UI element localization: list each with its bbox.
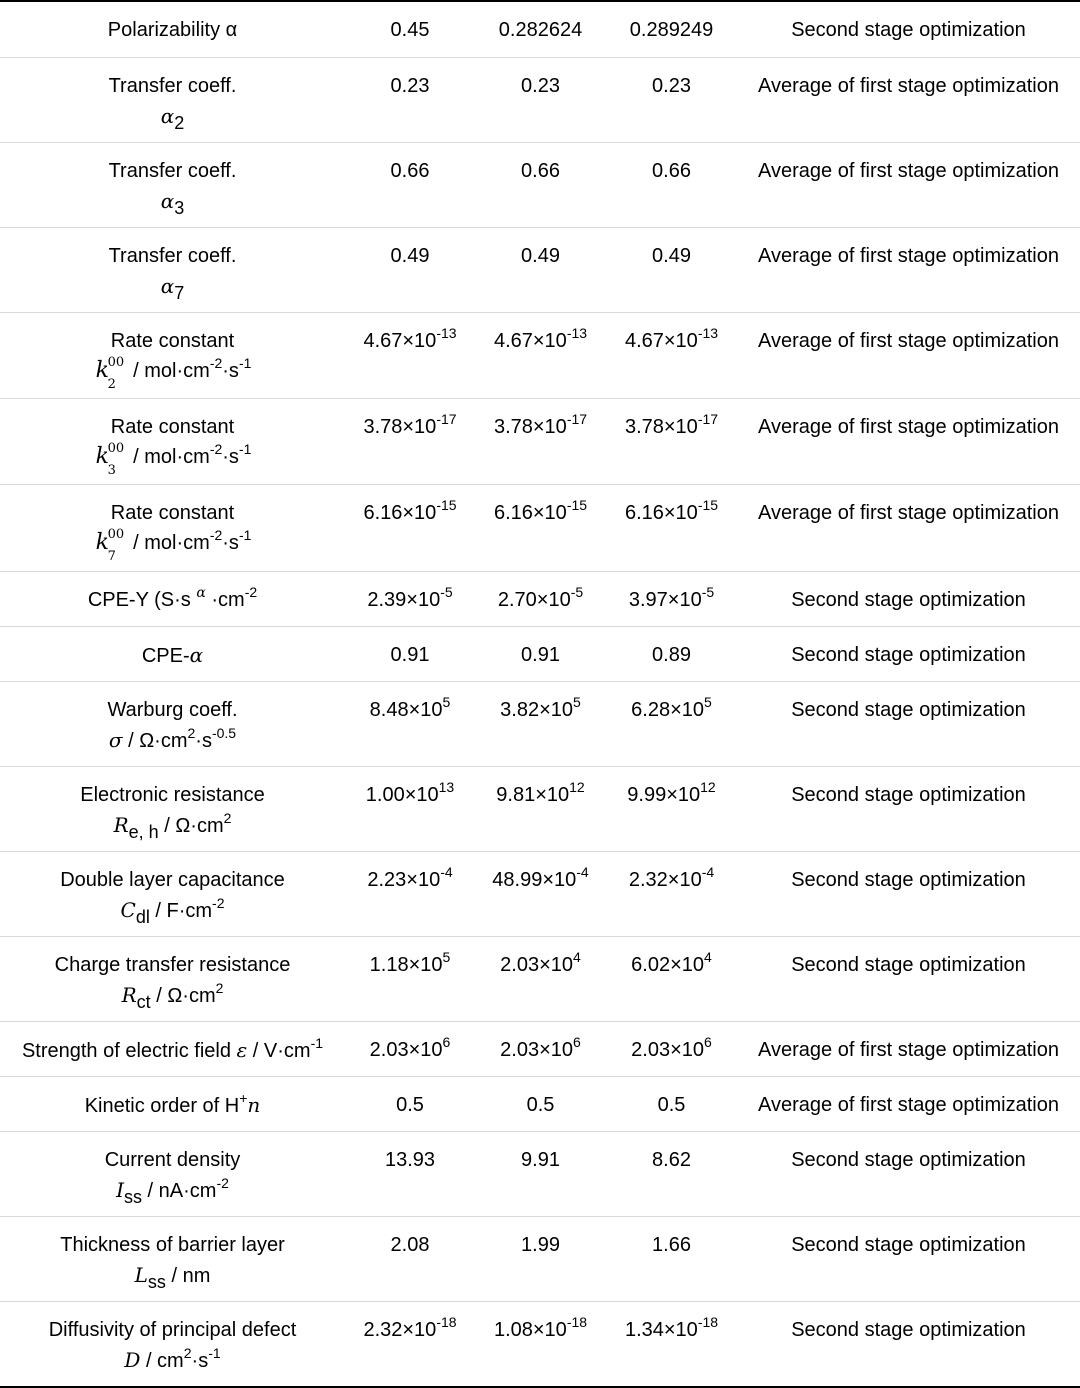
source-cell: Second stage optimization xyxy=(791,19,1026,41)
value-cell: $2.03\times 10^6$ xyxy=(369,1034,451,1061)
value-cell: 0.23 xyxy=(390,75,430,97)
source-cell: Second stage optimization xyxy=(791,1149,1026,1171)
parameter-label: Transfer coeff. xyxy=(108,245,237,267)
source-cell: Average of first stage optimization xyxy=(758,75,1059,97)
parameter-label: Rate constant xyxy=(110,416,235,438)
value-cell: $3.97\times 10^{-5}$ xyxy=(628,584,715,611)
value-cell: $9.81\times 10^{12}$ xyxy=(496,779,585,806)
parameter-label: CPE-α xyxy=(141,643,204,667)
value-cell: $1.00\times 10^{13}$ xyxy=(365,779,455,806)
value-cell: 0.49 xyxy=(652,245,691,267)
parameter-label: Electronic resistance xyxy=(80,784,265,806)
value-cell: $6.16\times 10^{-15}$ xyxy=(493,497,588,524)
parameter-name xyxy=(0,1077,345,1131)
value-cell: $4.67\times 10^{-13}$ xyxy=(363,325,457,352)
value-cell: 0.45 xyxy=(390,19,430,41)
table-row xyxy=(0,2,1080,58)
parameter-label: Transfer coeff. xyxy=(108,160,237,182)
value-cell: $2.03\times 10^6$ xyxy=(631,1034,712,1061)
source-cell: Average of first stage optimization xyxy=(758,330,1059,352)
value-cell: $6.16\times 10^{-15}$ xyxy=(363,497,457,524)
value-cell: $2.03\times 10^4$ xyxy=(500,949,581,976)
parameter-name: Charge transfer resistance $R_{ct} / \Omega\cdot cm^2$ xyxy=(0,937,345,1021)
parameter-name: Electronic resistance $R_{e, h} / \Omega\cdot cm^2$ xyxy=(0,767,345,851)
value-cell: $1.34\times 10^{-18}$ xyxy=(624,1314,719,1341)
table-row xyxy=(0,485,1080,572)
parameter-symbol: α xyxy=(160,104,175,128)
source-cell: Second stage optimization xyxy=(791,644,1026,666)
parameter-symbol: α xyxy=(160,274,175,298)
value-cell: $2.32\times 10^{-4}$ xyxy=(628,864,715,891)
parameter-name xyxy=(0,228,345,312)
value-cell: $2.32\times 10^{-18}$ xyxy=(363,1314,457,1341)
table-row xyxy=(0,1302,1080,1386)
table-row xyxy=(0,58,1080,143)
source-cell: Average of first stage optimization xyxy=(758,416,1059,438)
value-cell: 0.66 xyxy=(390,160,430,182)
value-cell: 0.49 xyxy=(521,245,560,267)
parameter-label: Charge transfer resistance xyxy=(54,954,291,976)
parameter-label: Kinetic order of H+n xyxy=(84,1090,261,1117)
parameter-name xyxy=(0,627,345,681)
value-cell: $6.16\times 10^{-15}$ xyxy=(624,497,719,524)
source-cell: Second stage optimization xyxy=(791,1234,1026,1256)
table-row xyxy=(0,1132,1080,1217)
value-cell: 0.49 xyxy=(390,245,430,267)
source-cell: Second stage optimization xyxy=(791,869,1026,891)
rate-constant-symbol: k 00 2 xyxy=(95,355,125,392)
source-cell: Second stage optimization xyxy=(791,699,1026,721)
parameter-label: Rate constant xyxy=(110,330,235,352)
symbol-subscript: 3 xyxy=(174,198,185,218)
parameter-name xyxy=(0,58,345,142)
parameter-label: Current density xyxy=(104,1149,241,1171)
value-cell: 1.66 xyxy=(652,1234,691,1256)
value-cell: $3.82\times 10^5$ xyxy=(500,694,581,721)
parameter-name: Rate constant k 00 7 / $mol\cdot cm^{-2}\cdot s^{-1}$ xyxy=(0,485,345,571)
source-cell: Average of first stage optimization xyxy=(758,1094,1059,1116)
value-cell: 0.5 xyxy=(396,1094,424,1116)
parameter-name xyxy=(0,143,345,227)
parameter-name: Thickness of barrier layer $L_{ss}$ / nm xyxy=(0,1217,345,1301)
table-row xyxy=(0,1022,1080,1077)
value-cell: $4.67\times 10^{-13}$ xyxy=(493,325,588,352)
parameter-name: Warburg coeff. $\sigma / \Omega\cdot cm^2\cdot s^{-0.5}$ xyxy=(0,682,345,766)
table-row xyxy=(0,1217,1080,1302)
value-cell: $3.78\times 10^{-17}$ xyxy=(363,411,457,438)
value-cell: $2.23\times 10^{-4}$ xyxy=(367,864,453,891)
value-cell: 8.62 xyxy=(652,1149,691,1171)
value-cell: 0.66 xyxy=(521,160,560,182)
parameter-name xyxy=(0,2,345,57)
value-cell: 0.5 xyxy=(526,1094,555,1116)
parameter-name xyxy=(0,572,345,626)
parameter-label: Thickness of barrier layer xyxy=(60,1234,285,1256)
parameter-name: Double layer capacitance $C_{dl} / F\cdot cm^{-2}$ xyxy=(0,852,345,936)
parameter-label: Transfer coeff. xyxy=(108,75,237,97)
value-cell: $3.78\times 10^{-17}$ xyxy=(493,411,588,438)
parameter-label: Polarizability α xyxy=(107,19,238,41)
value-cell: $8.48\times 10^5$ xyxy=(369,694,451,721)
parameter-label: Rate constant xyxy=(110,502,235,524)
source-cell: Second stage optimization xyxy=(791,1319,1026,1341)
table-row xyxy=(0,937,1080,1022)
parameter-label: Strength of electric field $\varepsilon / V\cdot cm^{-1}$ xyxy=(21,1035,324,1062)
value-cell: 0.5 xyxy=(657,1094,686,1116)
table-row xyxy=(0,228,1080,313)
source-cell: Second stage optimization xyxy=(791,589,1026,611)
value-cell: 1.99 xyxy=(521,1234,560,1256)
table-row xyxy=(0,627,1080,682)
source-cell: Second stage optimization xyxy=(791,954,1026,976)
source-cell: Second stage optimization xyxy=(791,784,1026,806)
parameter-label: Diffusivity of principal defect xyxy=(48,1319,297,1341)
source-cell: Average of first stage optimization xyxy=(758,1039,1059,1061)
value-cell: $6.02\times 10^4$ xyxy=(631,949,712,976)
parameter-name: Current density $I_{ss} / nA\cdot cm^{-2}$ xyxy=(0,1132,345,1216)
parameter-label: Warburg coeff. xyxy=(107,699,238,721)
source-cell: Average of first stage optimization xyxy=(758,160,1059,182)
table-row xyxy=(0,399,1080,485)
rate-constant-symbol: k 00 7 xyxy=(95,527,125,564)
parameter-symbol: α xyxy=(160,189,175,213)
parameter-label: Double layer capacitance xyxy=(60,869,285,891)
value-cell: 0.282624 xyxy=(498,19,583,41)
value-cell: $1.08\times 10^{-18}$ xyxy=(493,1314,588,1341)
value-cell: 0.289249 xyxy=(629,19,714,41)
parameter-name: Diffusivity of principal defect $D / cm^2\cdot s^{-1}$ xyxy=(0,1302,345,1386)
value-cell: $3.78\times 10^{-17}$ xyxy=(624,411,719,438)
table-row xyxy=(0,1077,1080,1132)
table-row xyxy=(0,143,1080,228)
value-cell: 0.23 xyxy=(521,75,560,97)
parameter-label: CPE-Y (S·s $^\alpha \cdot cm^{-2}$ xyxy=(87,584,258,611)
parameter-name xyxy=(0,1022,345,1076)
rate-constant-symbol: k 00 3 xyxy=(95,441,125,478)
table-row xyxy=(0,852,1080,937)
value-cell: 0.91 xyxy=(390,644,430,666)
value-cell: 0.91 xyxy=(521,644,560,666)
value-cell: 13.93 xyxy=(384,1149,436,1171)
value-cell: $2.03\times 10^6$ xyxy=(500,1034,581,1061)
value-cell: $4.67\times 10^{-13}$ xyxy=(624,325,719,352)
value-cell: $1.18\times 10^5$ xyxy=(369,949,451,976)
symbol-subscript: 2 xyxy=(174,113,185,133)
source-cell: Average of first stage optimization xyxy=(758,502,1059,524)
source-cell: Average of first stage optimization xyxy=(758,245,1059,267)
parameter-name: Rate constant k 00 2 / $mol\cdot cm^{-2}\cdot s^{-1}$ xyxy=(0,313,345,398)
value-cell: 0.23 xyxy=(652,75,691,97)
value-cell: $48.99\times 10^{-4}$ xyxy=(492,864,589,891)
table-row xyxy=(0,682,1080,767)
table-row xyxy=(0,767,1080,852)
value-cell: $2.39\times 10^{-5}$ xyxy=(367,584,453,611)
value-cell: 9.91 xyxy=(521,1149,560,1171)
value-cell: 0.66 xyxy=(652,160,691,182)
value-cell: $9.99\times 10^{12}$ xyxy=(627,779,716,806)
value-cell: 2.08 xyxy=(390,1234,430,1256)
value-cell: $2.70\times 10^{-5}$ xyxy=(497,584,584,611)
value-cell: $6.28\times 10^5$ xyxy=(631,694,712,721)
value-cell: 0.89 xyxy=(652,644,691,666)
table-row xyxy=(0,313,1080,399)
parameter-name: Rate constant k 00 3 / $mol\cdot cm^{-2}\cdot s^{-1}$ xyxy=(0,399,345,484)
symbol-subscript: 7 xyxy=(174,283,185,303)
table-row xyxy=(0,572,1080,627)
